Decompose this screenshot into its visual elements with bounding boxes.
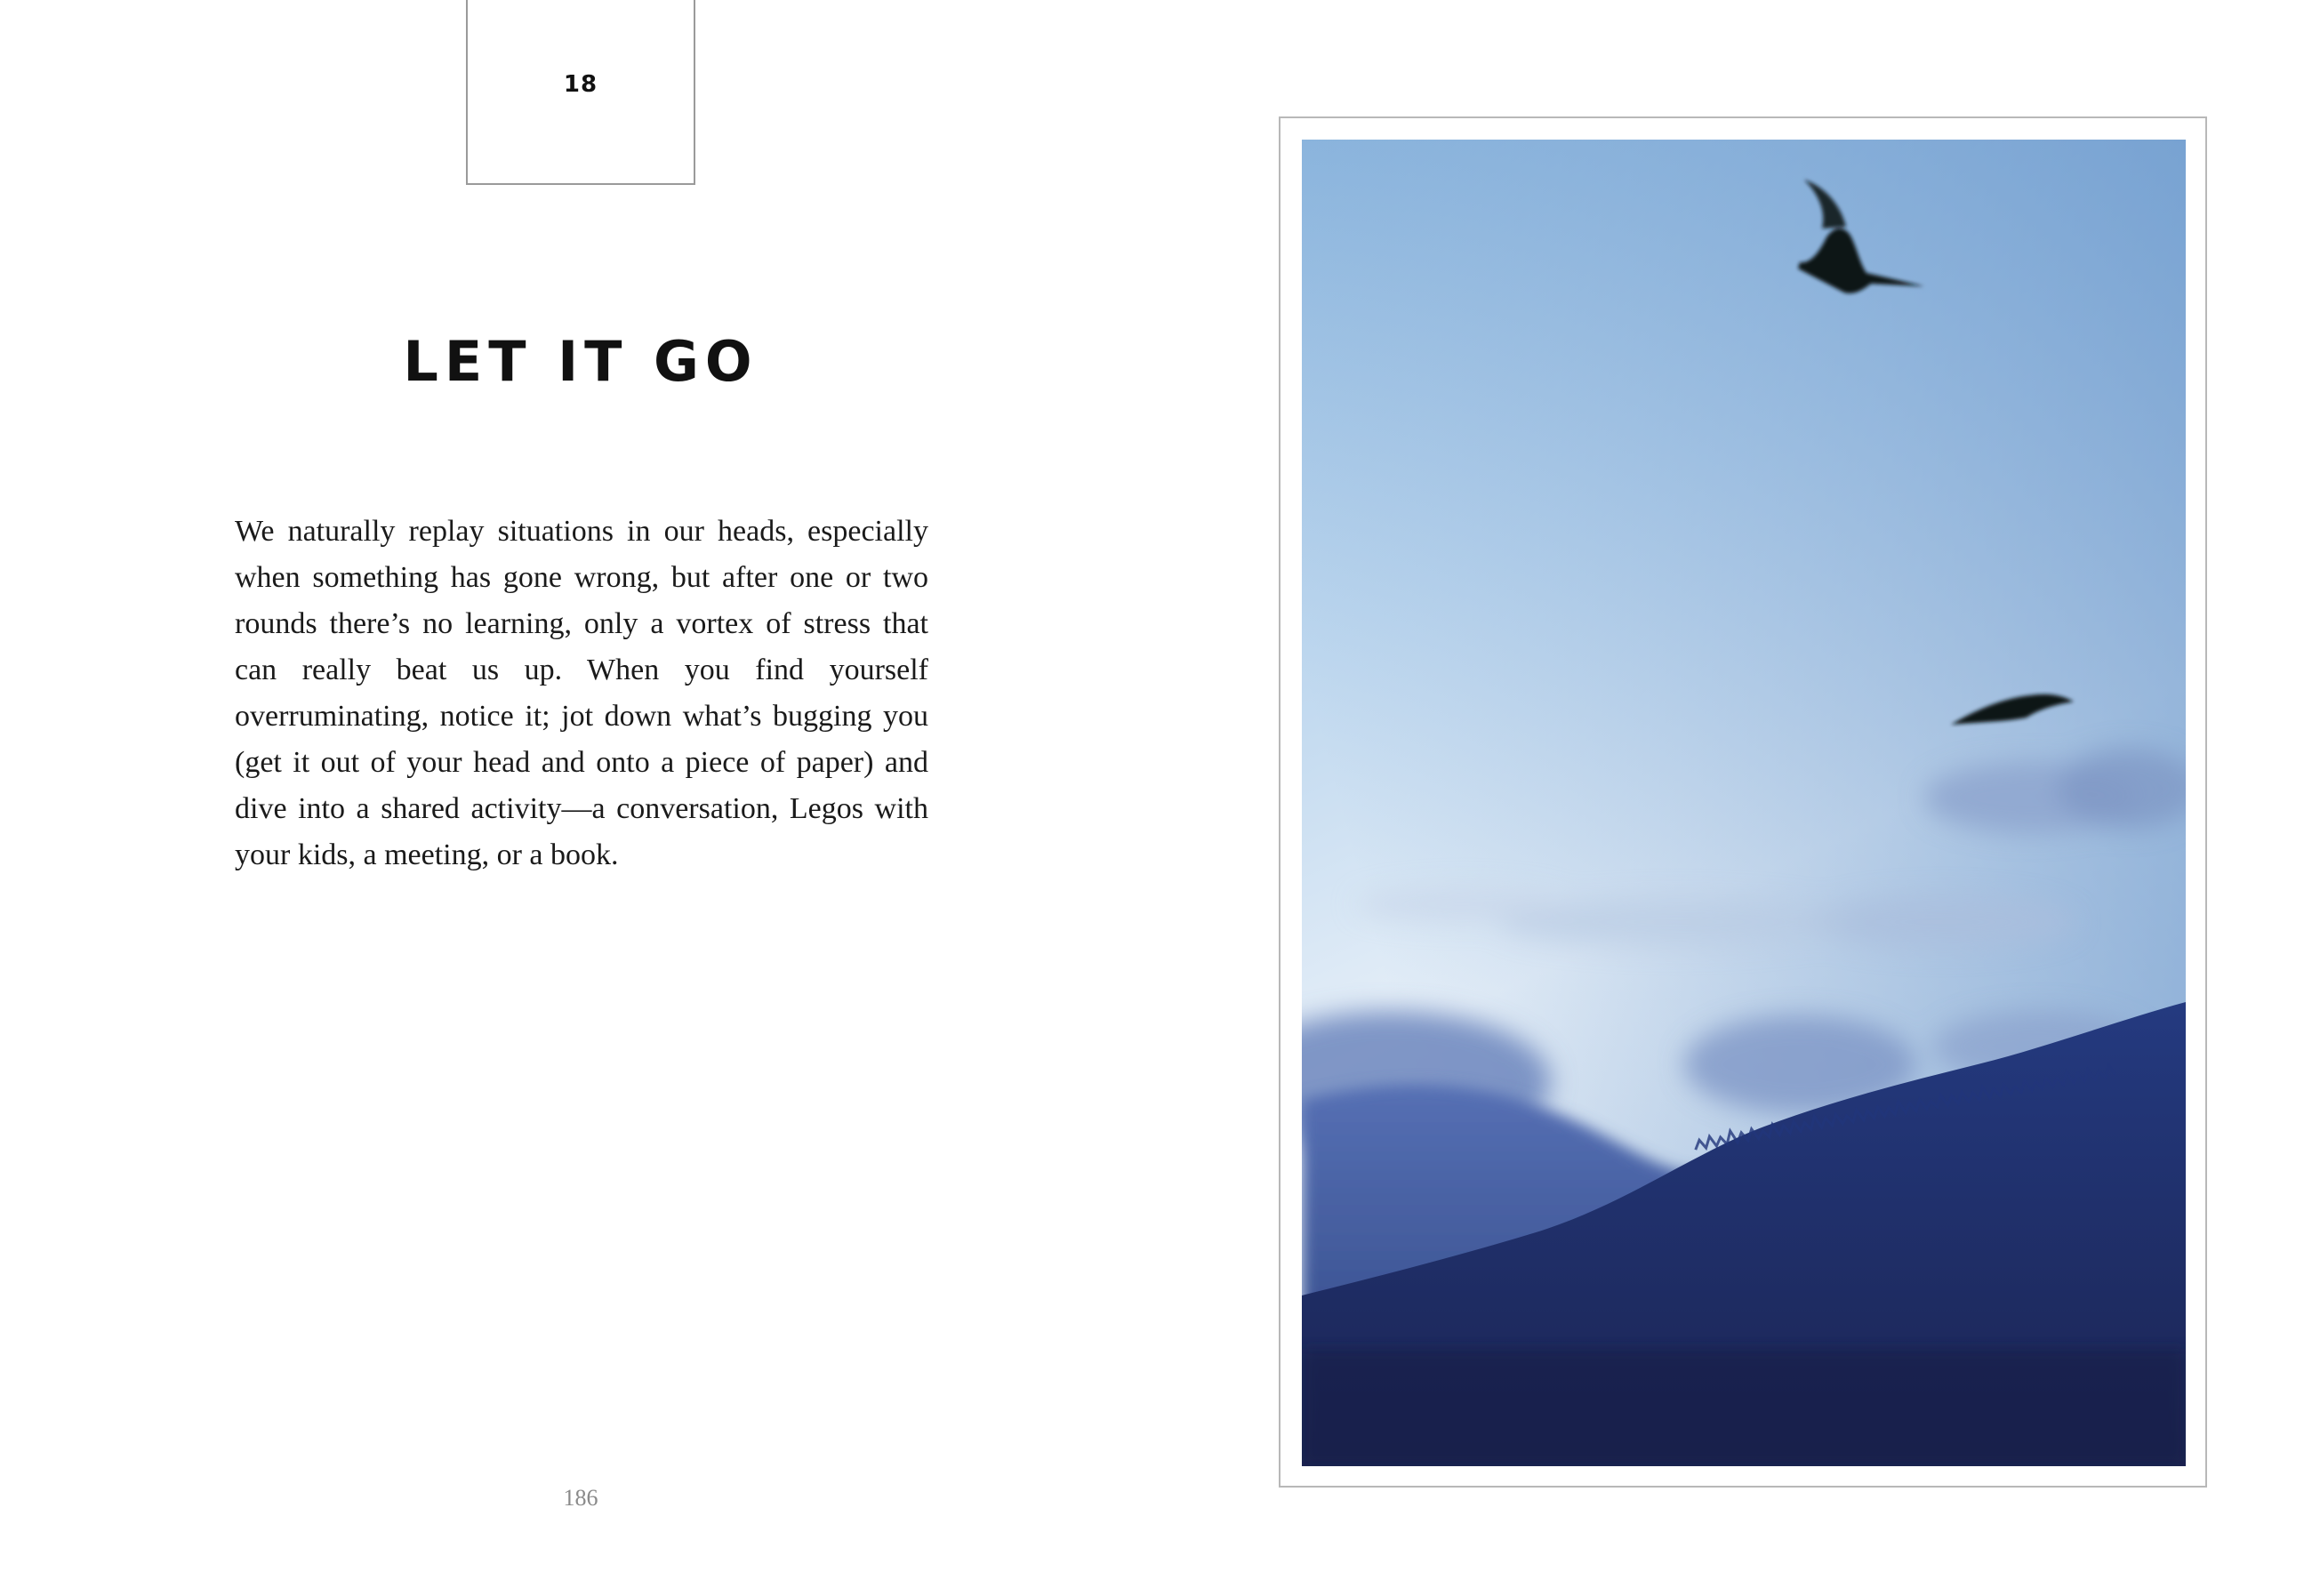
- page-number: 186: [563, 1485, 598, 1511]
- page-title: LET IT GO: [403, 329, 759, 394]
- valley: [1302, 1349, 2186, 1466]
- chapter-number-box: [466, 0, 695, 185]
- photo-illustration: [1302, 140, 2186, 1466]
- body-paragraph: We naturally replay situations in our heads, especially when something has gone wrong, but after one or two rounds there’s no learning, only a vortex of stress that can really beat us up. When you find yourself overruminating, notice it; jot down what’s bugging you (get it out of your head and onto a piece of paper) and dive into a shared activity—a conversation, Legos with your kids, a meeting, or a book.: [235, 515, 928, 871]
- photo-birds-mountain: [1302, 140, 2186, 1466]
- photo-frame: [1279, 116, 2207, 1488]
- chapter-number: 18: [563, 71, 598, 98]
